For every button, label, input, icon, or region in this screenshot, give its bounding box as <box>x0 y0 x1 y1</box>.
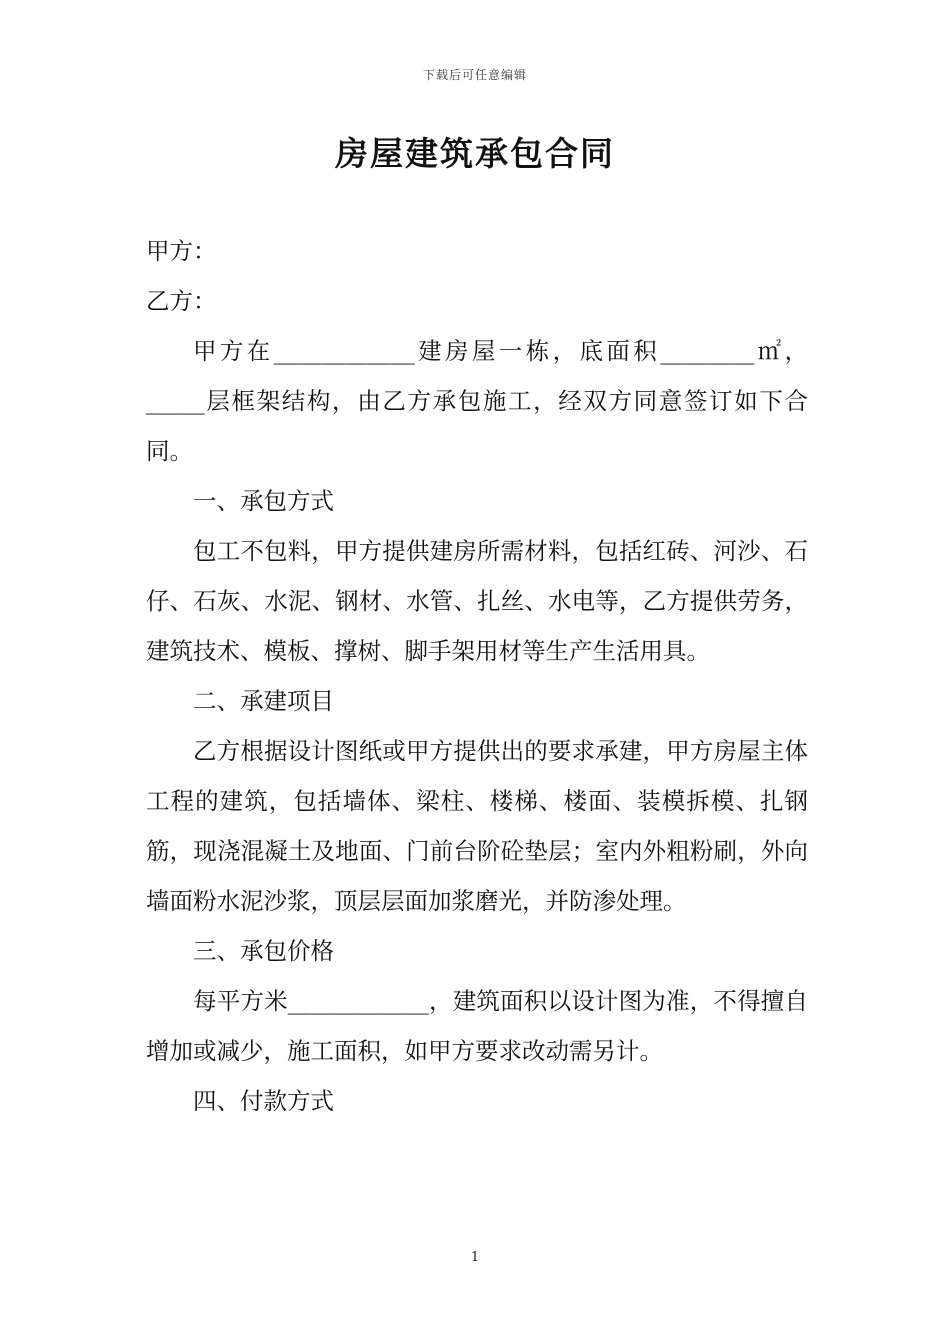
party-b-line: 乙方： <box>146 287 217 315</box>
page-number: 1 <box>470 1250 480 1265</box>
section-heading-4: 四、付款方式 <box>193 1087 334 1115</box>
page-title: 房屋建筑承包合同 <box>335 134 615 173</box>
section-text-1: 包工不包料，甲方提供建房所需材料，包括红砖、河沙、石仔、石灰、水泥、钢材、水管、扎丝、水电等，乙方提供劳务，建筑技术、模板、撑树、脚手架用材等生产生活用具。 <box>146 537 808 665</box>
section-text-2: 乙方根据设计图纸或甲方提供出的要求承建，甲方房屋主体工程的建筑，包括墙体、梁柱、楼梯、楼面、装模拆模、扎钢筋，现浇混凝土及地面、门前台阶砼垫层；室内外粗粉刷，外向墙面粉水泥沙浆，顶层层面加浆磨光，并防渗处理。 <box>146 737 808 915</box>
section-text-3: 每平方米____________，建筑面积以设计图为准，不得擅自增加或减少，施工面积，如甲方要求改动需另计。 <box>146 987 808 1065</box>
intro-paragraph: 甲方在____________建房屋一栋，底面积________㎡，_____层框架结构，由乙方承包施工，经双方同意签订如下合同。 <box>146 337 808 465</box>
header-note: 下载后可任意编辑 <box>422 68 527 82</box>
section-heading-3: 三、承包价格 <box>193 937 334 965</box>
section-heading-2: 二、承建项目 <box>193 687 334 715</box>
party-a-line: 甲方： <box>146 237 217 265</box>
contract-body <box>146 226 808 1126</box>
section-heading-1: 一、承包方式 <box>193 487 334 515</box>
